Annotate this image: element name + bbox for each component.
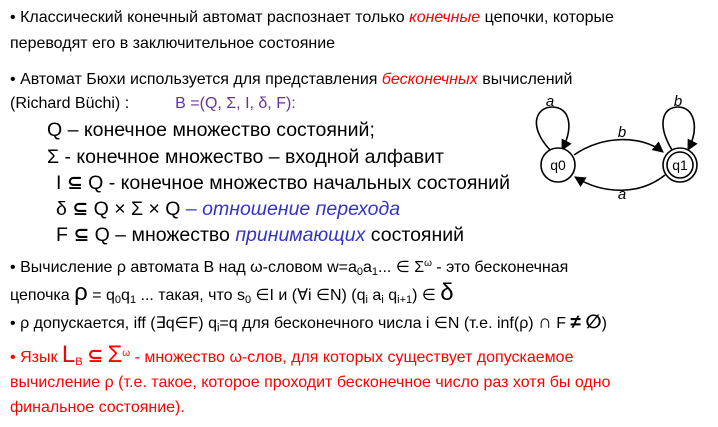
- text-segment: Вычисление ρ автомата B над ω-словом w=a: [20, 259, 357, 276]
- subscript: 0: [244, 294, 252, 306]
- line-alphabet: [47, 145, 444, 169]
- text-segment: = q: [87, 287, 115, 304]
- author-name: (Richard Büchi) :: [10, 95, 130, 112]
- line-language: [10, 341, 574, 372]
- text-segment: ) ∈: [412, 287, 441, 304]
- intersection-symbol: ∩: [538, 312, 552, 333]
- text-segment: a: [363, 259, 372, 276]
- subset-symbol: ⊆: [72, 199, 89, 220]
- subscript: i: [365, 294, 368, 306]
- line-transition: [56, 197, 400, 222]
- text-segment: F: [551, 315, 571, 332]
- subscript: 0: [356, 266, 363, 278]
- bullet: •: [10, 9, 16, 26]
- subscript: 1: [129, 294, 137, 306]
- edge-top-label: b: [617, 124, 627, 141]
- text-segment: ∈I и (∀i ∈N) (q: [251, 287, 366, 304]
- text-segment: вычисление ρ (т.е. такое, которое проходит бесконечное число раз хотя бы одно: [10, 374, 611, 391]
- line-acceptance: [10, 313, 607, 338]
- subscript: i: [216, 322, 220, 334]
- loop-q0: [536, 107, 568, 150]
- text-segment: δ: [56, 198, 73, 220]
- not-equal-symbol: ≠: [570, 312, 581, 333]
- text-segment: a: [367, 287, 382, 304]
- state-q1-label: q1: [672, 157, 688, 173]
- line-buchi-definition: [10, 94, 296, 114]
- text-segment: финальное состояние).: [10, 399, 185, 416]
- superscript: ω: [424, 258, 432, 269]
- subscript: B: [75, 356, 83, 368]
- bullet: •: [10, 349, 16, 366]
- highlight-finite: конечные: [409, 9, 481, 26]
- text-segment: - множество ω-слов, для которых существует допускаемое: [130, 349, 574, 366]
- language-L: L: [61, 341, 76, 368]
- bullet: •: [10, 71, 16, 88]
- loop-q1: [663, 107, 694, 150]
- line-accepting: [56, 223, 464, 248]
- sigma-symbol: Σ: [107, 341, 123, 368]
- text-segment: F: [56, 224, 74, 246]
- text-segment: q: [121, 287, 130, 304]
- text-segment: =q для бесконечного числа i ∈N (т.е. inf(ρ): [219, 315, 539, 332]
- highlight-accepting: принимающих: [235, 224, 366, 246]
- highlight-infinite: бесконечных: [381, 71, 478, 88]
- text-segment: Q – множество: [89, 224, 236, 246]
- text-segment: ... такая, что s: [136, 287, 245, 304]
- loop-q0-label: a: [545, 95, 555, 110]
- subscript: i+1: [397, 294, 413, 306]
- edge-bottom-label: a: [617, 186, 627, 203]
- loop-q1-label: b: [673, 95, 683, 110]
- line-initial-states: [56, 171, 510, 196]
- text-segment: вычислений: [477, 71, 573, 88]
- line-chain: [10, 279, 454, 310]
- text-segment: Язык: [20, 349, 62, 366]
- text-segment: - это бесконечная: [431, 259, 569, 276]
- subscript: i: [381, 294, 384, 306]
- text-segment: Q – конечное множество состояний;: [47, 119, 375, 141]
- text-segment: Классический конечный автомат распознает только: [20, 9, 410, 26]
- line-classic-automaton-cont: [10, 34, 335, 54]
- text-segment: Σ - конечное множество – входной алфавит: [47, 146, 444, 168]
- subset-symbol: ⊆: [87, 346, 103, 367]
- line-states: [47, 118, 375, 142]
- edge-q0-q1: [574, 140, 663, 155]
- highlight-transition: – отношение перехода: [185, 198, 401, 220]
- line-classic-automaton: [10, 8, 614, 28]
- text-segment: цепочка: [10, 287, 75, 304]
- text-segment: состояний: [365, 224, 465, 246]
- line-language-end: [10, 398, 185, 418]
- text-segment: q: [383, 287, 398, 304]
- text-segment: Автомат Бюхи используется для представления: [20, 71, 382, 88]
- text-segment: переводят его в заключительное состояние: [10, 35, 336, 52]
- subscript: 0: [114, 294, 122, 306]
- tuple-definition: B =(Q, Σ, I, δ, F):: [175, 95, 296, 112]
- state-q0-label: q0: [550, 157, 566, 173]
- subset-symbol: ⊆: [66, 173, 83, 194]
- line-buchi-intro: [10, 70, 572, 90]
- text-segment: ): [601, 315, 607, 332]
- line-language-cont: [10, 373, 610, 393]
- rho-symbol: ρ: [74, 279, 88, 306]
- bullet: •: [10, 259, 16, 276]
- line-computation: [10, 254, 568, 282]
- empty-set-symbol: ∅: [585, 312, 602, 333]
- automaton-diagram: [512, 95, 712, 207]
- text-segment: I: [56, 172, 67, 194]
- text-segment: Q × Σ × Q: [88, 198, 186, 220]
- subset-symbol: ⊆: [73, 225, 90, 246]
- delta-symbol: δ: [440, 279, 454, 306]
- superscript: ω: [122, 348, 131, 359]
- text-segment: Q - конечное множество начальных состояний: [82, 172, 510, 194]
- bullet: •: [10, 315, 16, 332]
- text-segment: ... ∈ Σ: [378, 259, 425, 276]
- text-segment: ρ допускается, iff (∃q∈F) q: [20, 315, 217, 332]
- text-segment: цепочки, которые: [480, 9, 614, 26]
- subscript: 1: [371, 266, 379, 278]
